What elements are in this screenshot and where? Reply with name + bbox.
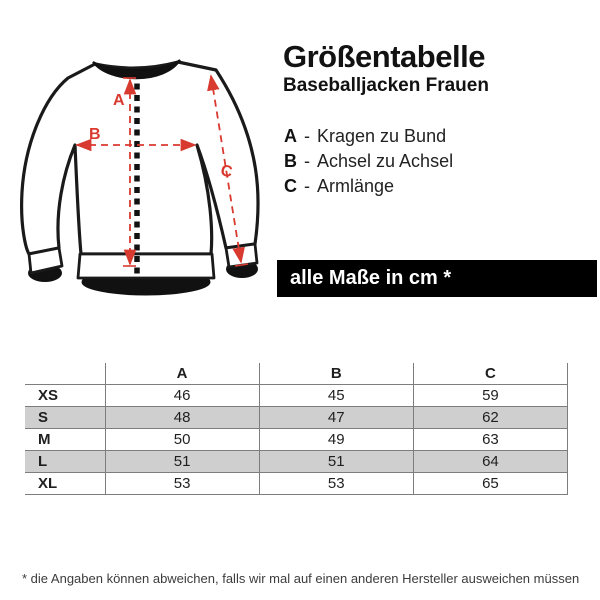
legend-label: Armlänge [317,176,395,196]
size-label: L [25,451,105,473]
value-cell: 63 [413,429,567,451]
table-row-xl [25,473,568,495]
legend-separator: - [304,151,310,171]
value-cell: 51 [259,451,413,473]
hem-band [78,254,214,278]
value-cell: 53 [259,473,413,495]
footnote: * die Angaben können abweichen, falls wir mal auf einen anderen Hersteller ausweichen müssen [22,571,580,586]
value-cell: 65 [413,473,567,495]
measure-b-label: B [89,126,101,143]
value-cell: 51 [105,451,259,473]
page-subtitle: Baseballjacken Frauen [283,75,489,96]
table-row-s [25,407,568,429]
table-header-row [25,363,568,385]
units-banner-text: alle Maße in cm * [290,267,452,289]
measurement-legend [284,124,453,199]
legend-label: Achsel zu Achsel [317,151,454,171]
table-row-xs [25,385,568,407]
legend-key: C [284,176,297,196]
title-block [283,40,489,97]
legend-item-c [284,174,453,199]
size-label: S [25,407,105,429]
value-cell: 64 [413,451,567,473]
value-cell: 48 [105,407,259,429]
value-cell: 47 [259,407,413,429]
column-header-b: B [259,363,413,385]
value-cell: 46 [105,385,259,407]
right-cuff [226,244,257,267]
table-row-l [25,451,568,473]
legend-item-a [284,124,453,149]
size-table [25,363,568,495]
value-cell: 59 [413,385,567,407]
page-title: Größentabelle [283,39,485,74]
legend-separator: - [304,176,310,196]
size-label: XL [25,473,105,495]
column-header-c: C [413,363,567,385]
table-corner-cell [25,363,105,385]
value-cell: 62 [413,407,567,429]
column-header-a: A [105,363,259,385]
jacket-diagram-svg [5,42,285,347]
size-label: M [25,429,105,451]
measure-c-label: C [219,162,234,182]
size-label: XS [25,385,105,407]
legend-key: A [284,126,297,146]
jacket-outline [22,62,259,254]
legend-label: Kragen zu Bund [317,126,447,146]
legend-separator: - [304,126,310,146]
value-cell: 49 [259,429,413,451]
value-cell: 45 [259,385,413,407]
legend-item-b [284,149,453,174]
jacket-measurement-diagram [5,42,285,347]
table-row-m [25,429,568,451]
units-banner [277,260,597,297]
legend-key: B [284,151,297,171]
measure-a-label: A [113,92,125,109]
value-cell: 50 [105,429,259,451]
value-cell: 53 [105,473,259,495]
